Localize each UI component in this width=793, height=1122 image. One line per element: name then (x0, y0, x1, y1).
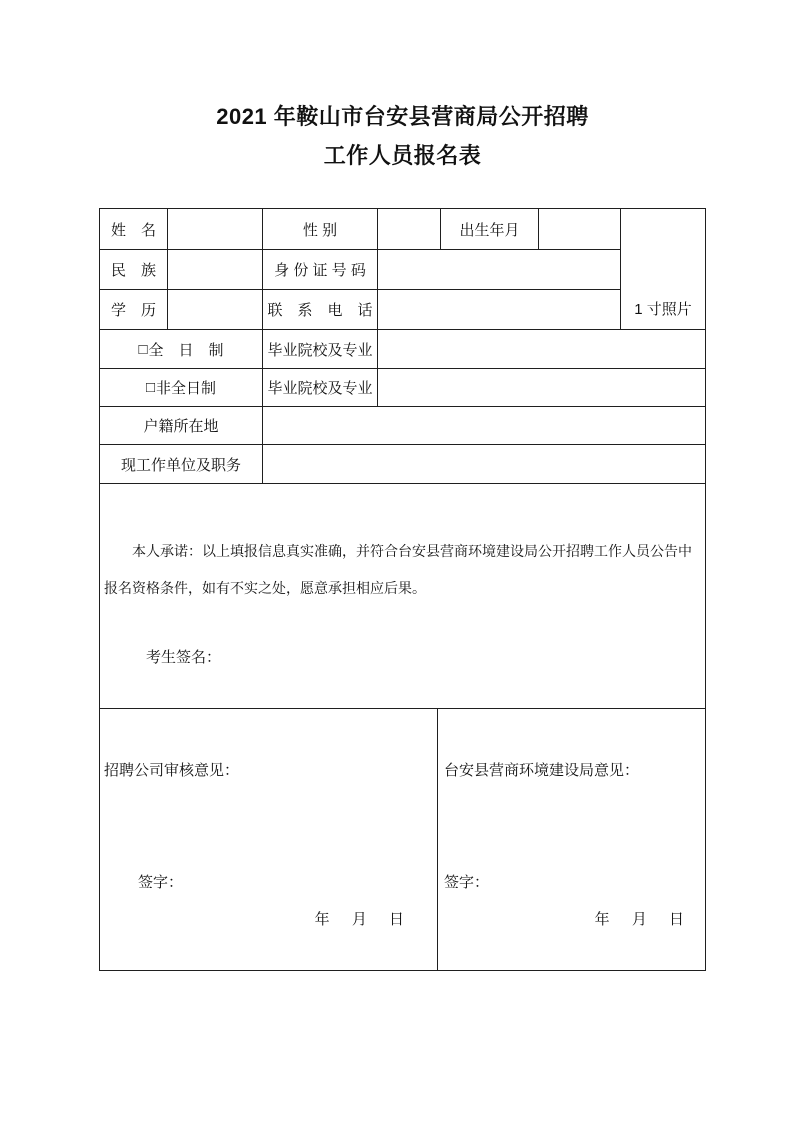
candidate-signature-label[interactable]: 考生签名： (146, 649, 222, 666)
phone-input-cell[interactable] (377, 289, 621, 330)
school-major-input-cell-1[interactable] (377, 329, 706, 369)
page-title (99, 97, 706, 175)
phone-label-cell: 联 系 电 话 (262, 289, 378, 330)
bureau-date-label: 年 月 日 (594, 911, 684, 928)
gender-label-cell: 性 别 (262, 208, 378, 250)
school-major-label-cell-2: 毕业院校及专业 (262, 368, 378, 407)
ethnicity-input-cell[interactable] (167, 249, 263, 290)
birthdate-label-cell: 出生年月 (440, 208, 539, 250)
education-label-cell: 学 历 (99, 289, 168, 330)
school-major-input-cell-2[interactable] (377, 368, 706, 407)
title-line2: 工作人员报名表 (323, 143, 482, 168)
bureau-opinion-label: 台安县营商环境建设局意见： (444, 762, 640, 779)
company-opinion-label: 招聘公司审核意见： (104, 762, 240, 779)
fulltime-label: 全 日 制 (148, 341, 224, 359)
id-number-label-cell: 身 份 证 号 码 (262, 249, 378, 290)
commitment-cell (99, 483, 706, 709)
photo-label: 1 寸照片 (634, 301, 692, 318)
residence-label-cell: 户籍所在地 (99, 406, 263, 445)
commitment-line1: 本人承诺：以上填报信息真实准确，并符合台安县营商环境建设局公开招聘工作人员公告中 (132, 543, 692, 559)
parttime-label: 非全日制 (156, 380, 217, 397)
work-unit-input-cell[interactable] (262, 444, 706, 484)
bureau-sign-label[interactable]: 签字： (444, 874, 490, 891)
name-label-cell: 姓 名 (99, 208, 168, 250)
commitment-text (104, 533, 701, 607)
school-major-label-cell-1: 毕业院校及专业 (262, 329, 378, 369)
parttime-cell (99, 368, 263, 407)
company-review-cell (99, 708, 438, 971)
ethnicity-label-cell: 民 族 (99, 249, 168, 290)
fulltime-checkbox-icon[interactable]: □ (138, 340, 148, 358)
name-input-cell[interactable] (167, 208, 263, 250)
fulltime-cell (99, 329, 263, 369)
parttime-checkbox-icon[interactable]: □ (145, 379, 156, 396)
work-unit-label-cell: 现工作单位及职务 (99, 444, 263, 484)
education-input-cell[interactable] (167, 289, 263, 330)
gender-input-cell[interactable] (377, 208, 441, 250)
birthdate-input-cell[interactable] (538, 208, 621, 250)
company-sign-label[interactable]: 签字： (138, 874, 184, 891)
bureau-review-cell (437, 708, 706, 971)
photo-placeholder-cell[interactable] (620, 208, 706, 330)
title-line1: 2021 年鞍山市台安县营商局公开招聘 (216, 104, 589, 129)
commitment-line2: 报名资格条件，如有不实之处，愿意承担相应后果。 (104, 580, 426, 596)
id-number-input-cell[interactable] (377, 249, 621, 290)
residence-input-cell[interactable] (262, 406, 706, 445)
company-date-label: 年 月 日 (314, 911, 404, 928)
